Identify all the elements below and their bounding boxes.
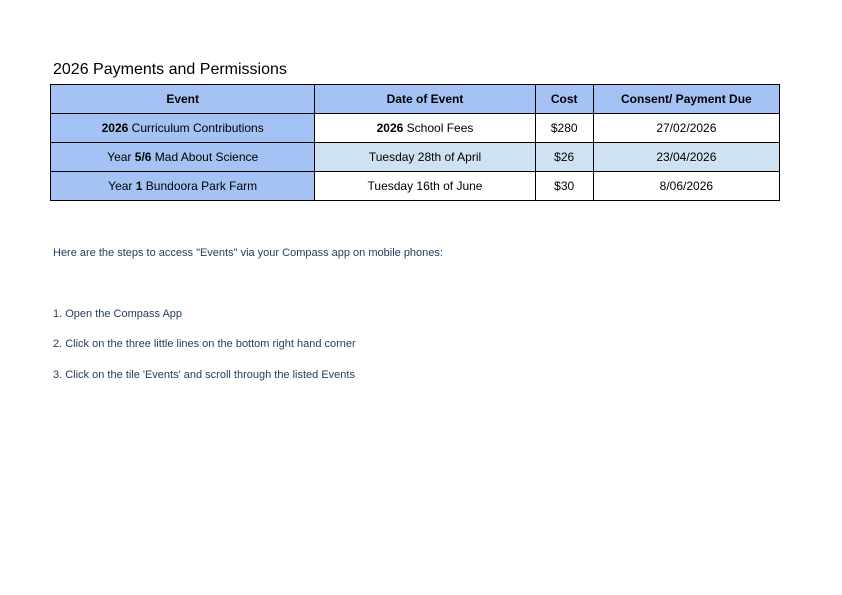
table-row xyxy=(51,114,780,143)
due-cell: 27/02/2026 xyxy=(593,114,779,143)
due-cell: 23/04/2026 xyxy=(593,143,779,172)
event-prefix-text: Year xyxy=(108,179,136,193)
instruction-step-3: 3. Click on the tile 'Events' and scroll through the listed Events xyxy=(53,369,355,381)
due-cell: 8/06/2026 xyxy=(593,172,779,201)
header-consent-payment-due: Consent/ Payment Due xyxy=(593,85,779,114)
event-text: Curriculum Contributions xyxy=(128,121,264,135)
event-text: Mad About Science xyxy=(151,150,259,164)
cost-cell: $30 xyxy=(535,172,593,201)
instruction-step-1: 1. Open the Compass App xyxy=(53,308,183,320)
table-row xyxy=(51,143,780,172)
cost-cell: $26 xyxy=(535,143,593,172)
instructions-intro: Here are the steps to access "Events" via your Compass app on mobile phones: xyxy=(53,247,443,259)
instruction-step-2: 2. Click on the three little lines on the bottom right hand corner xyxy=(53,338,356,350)
table-row xyxy=(51,172,780,201)
event-bold-text: 5/6 xyxy=(134,150,152,164)
event-text: Bundoora Park Farm xyxy=(142,179,258,193)
events-table xyxy=(50,84,780,201)
event-cell xyxy=(51,172,315,201)
date-cell: Tuesday 28th of April xyxy=(315,143,535,172)
table-header-row xyxy=(51,85,780,114)
event-prefix-text: Year xyxy=(107,150,135,164)
date-cell xyxy=(315,114,535,143)
event-cell xyxy=(51,114,315,143)
header-date-of-event: Date of Event xyxy=(315,85,535,114)
date-cell: Tuesday 16th of June xyxy=(315,172,535,201)
event-cell xyxy=(51,143,315,172)
date-text: School Fees xyxy=(403,121,474,135)
event-bold-text: 2026 xyxy=(101,121,129,135)
cost-cell: $280 xyxy=(535,114,593,143)
event-bold-text: 1 xyxy=(135,179,143,193)
page-title: 2026 Payments and Permissions xyxy=(53,61,287,78)
header-event: Event xyxy=(51,85,315,114)
date-bold-text: 2026 xyxy=(376,121,404,135)
header-cost: Cost xyxy=(535,85,593,114)
